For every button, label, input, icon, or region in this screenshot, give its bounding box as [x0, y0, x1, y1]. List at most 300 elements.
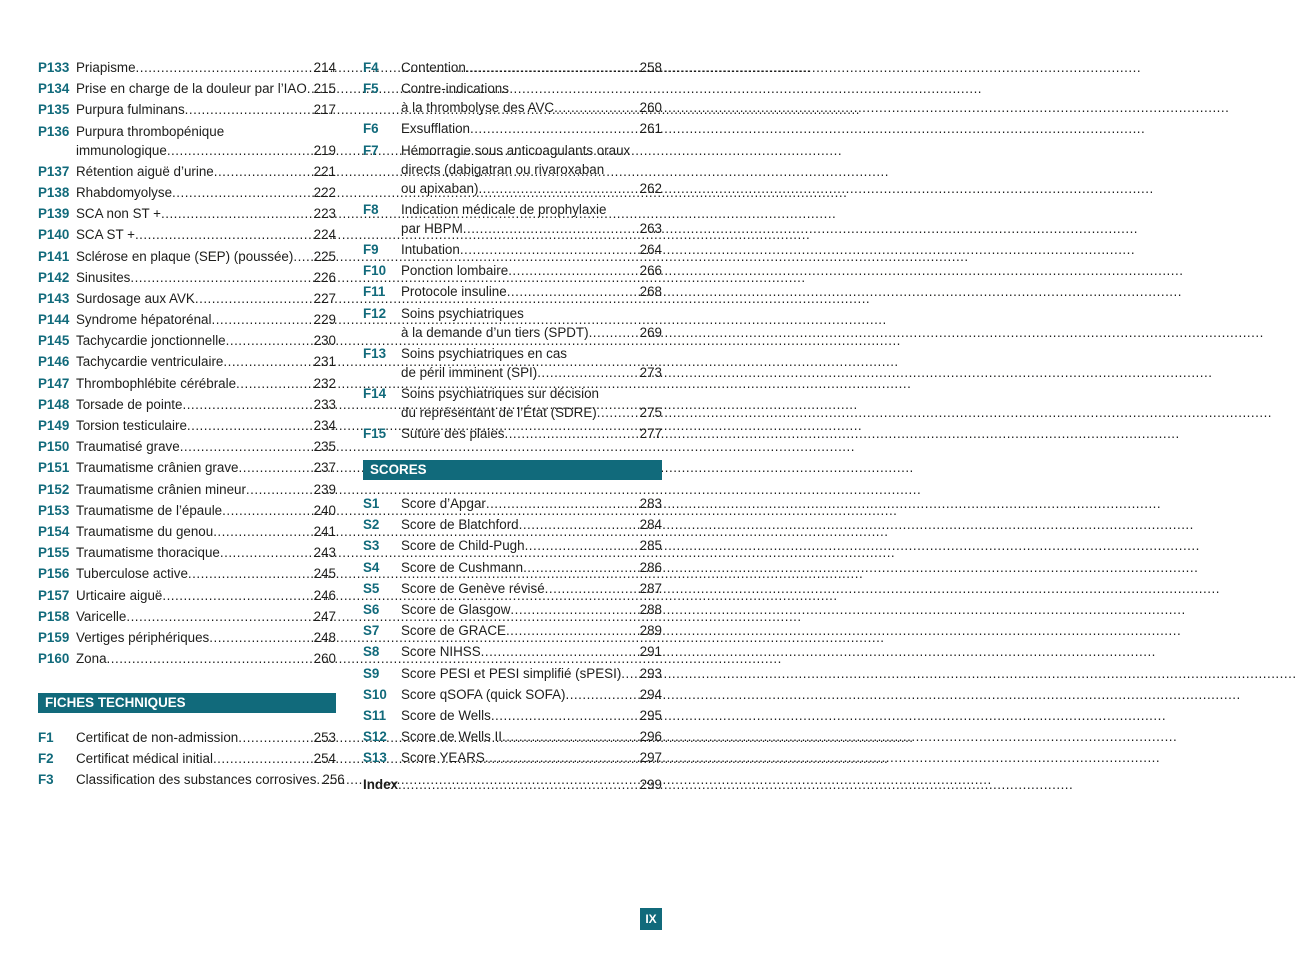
dot-leader: [213, 522, 313, 541]
entry-code: P144: [38, 312, 70, 328]
entry-page: 285: [639, 538, 662, 554]
dot-leader: [510, 600, 639, 619]
dot-leader: [508, 261, 639, 280]
toc-entry-s12[interactable]: [363, 727, 662, 746]
dot-leader: [188, 564, 314, 583]
entry-title: Score de Blatchford: [401, 517, 519, 533]
entry-page: 243: [313, 545, 336, 561]
entry-page: 229: [313, 312, 336, 328]
toc-entry-p144[interactable]: [38, 310, 336, 329]
entry-title: SCA ST +: [76, 227, 135, 243]
toc-entry-f6[interactable]: [363, 119, 662, 138]
entry-code: P135: [38, 102, 70, 118]
entry-page: 269: [639, 324, 662, 340]
toc-entry-s1[interactable]: [363, 494, 662, 513]
entry-page: 224: [313, 227, 336, 243]
entry-page: 246: [313, 587, 336, 603]
entry-page: 286: [639, 559, 662, 575]
entry-title: du représentant de l’État (SDRE): [401, 404, 597, 420]
entry-title: Sclérose en plaque (SEP) (poussée): [76, 248, 294, 264]
entry-code: F11: [363, 284, 386, 300]
entry-page: 239: [313, 481, 336, 497]
dot-leader: [597, 403, 640, 422]
entry-code: S2: [363, 517, 380, 533]
entry-code: P152: [38, 481, 70, 497]
entry-title: Traumatisme de l’épaule: [76, 502, 223, 518]
toc-entry-s5[interactable]: [363, 579, 662, 598]
entry-title: à la thrombolyse des AVC: [401, 100, 555, 116]
entry-title: Score de Wells: [401, 707, 491, 723]
dot-leader: [525, 536, 640, 555]
entry-title: Traumatisme du genou: [76, 523, 214, 539]
entry-title: Purpura fulminans: [76, 102, 185, 118]
dot-leader: [466, 58, 640, 77]
dot-leader: [545, 579, 640, 598]
entry-code: P148: [38, 396, 70, 412]
entry-title: Traumatisme thoracique: [76, 545, 220, 561]
entry-page: 297: [639, 750, 662, 766]
entry-code: S11: [363, 707, 387, 723]
toc-entry-p140[interactable]: [38, 225, 336, 244]
dot-leader: [246, 480, 314, 499]
dot-leader: [238, 728, 313, 747]
entry-title: Torsion testiculaire: [76, 418, 187, 433]
entry-code: S9: [363, 665, 380, 681]
toc-entry-index[interactable]: [363, 775, 662, 794]
toc-entry-f5[interactable]: [363, 79, 662, 117]
toc-entry-s8[interactable]: [363, 642, 662, 661]
entry-code: P160: [38, 651, 70, 667]
entry-title: Score YEARS: [401, 750, 485, 766]
entry-page: 254: [313, 751, 336, 767]
toc-entry-s7[interactable]: [363, 621, 662, 640]
toc-right-column: [363, 58, 662, 445]
entry-title: Soins psychiatriques sur décision: [401, 385, 599, 401]
dot-leader: [167, 141, 314, 160]
entry-title: Score NIHSS: [401, 644, 481, 660]
entry-page: 256: [322, 772, 345, 788]
toc-entry-f14[interactable]: [363, 384, 662, 422]
entry-code: F14: [363, 385, 387, 401]
toc-entry-f8[interactable]: [363, 200, 662, 238]
dot-leader: [107, 649, 314, 668]
entry-code: S4: [363, 559, 380, 575]
entry-page: 214: [313, 60, 336, 75]
toc-entry-p147[interactable]: [38, 374, 336, 393]
entry-code: F13: [363, 345, 387, 361]
toc-entry-p139[interactable]: [38, 204, 336, 223]
toc-entry-p159[interactable]: [38, 628, 336, 647]
entry-page: 293: [639, 665, 662, 681]
dot-leader: [214, 162, 314, 181]
entry-code: P149: [38, 418, 70, 433]
entry-page: 268: [639, 284, 662, 300]
entry-page: 226: [313, 269, 336, 285]
toc-entry-s2[interactable]: [363, 515, 662, 534]
dot-leader: [565, 685, 639, 704]
entry-title: Certificat médical initial: [76, 751, 213, 767]
entry-title: Vertiges périphériques: [76, 629, 210, 645]
dot-leader: [162, 586, 313, 605]
toc-entry-p152[interactable]: [38, 480, 336, 499]
entry-page: 223: [313, 206, 336, 222]
entry-page: 294: [639, 686, 662, 702]
toc-entry-p157[interactable]: [38, 586, 336, 605]
index-row: [363, 775, 662, 796]
section-header-fiches-techniques: FICHES TECHNIQUES: [38, 693, 336, 713]
entry-title: Contre-indications: [401, 81, 509, 97]
entry-code: P143: [38, 290, 70, 306]
toc-entry-p149[interactable]: [38, 416, 336, 435]
entry-page: 232: [313, 375, 336, 391]
entry-title: Prise en charge de la douleur par l’IAO: [76, 81, 307, 97]
dot-leader: [504, 424, 639, 443]
entry-code: S1: [363, 496, 380, 511]
entry-page: 277: [639, 426, 662, 442]
dot-leader: [506, 621, 640, 640]
dot-leader: [307, 79, 314, 98]
toc-entry-p134[interactable]: [38, 79, 336, 98]
toc-entry-p146[interactable]: [38, 352, 336, 371]
entry-title: Soins psychiatriques: [401, 305, 524, 321]
entry-page: 284: [639, 517, 662, 533]
toc-entry-p138[interactable]: [38, 183, 336, 202]
dot-leader: [621, 664, 639, 683]
toc-entry-p145[interactable]: [38, 331, 336, 350]
dot-leader: [486, 494, 640, 513]
dot-leader: [236, 374, 314, 393]
entry-code: P150: [38, 439, 70, 455]
entry-page: 291: [639, 644, 662, 660]
toc-entry-f9[interactable]: [363, 240, 662, 259]
entry-title: Indication médicale de prophylaxie: [401, 201, 607, 217]
entry-code: P157: [38, 587, 70, 603]
toc-entry-f12[interactable]: [363, 304, 662, 342]
entry-page: 266: [639, 263, 662, 279]
entry-code: P155: [38, 545, 70, 561]
dot-leader: [478, 179, 639, 198]
entry-title: Index: [363, 777, 398, 792]
entry-code: S10: [363, 686, 387, 702]
entry-page: 295: [639, 707, 662, 723]
toc-entry-p148[interactable]: [38, 395, 336, 414]
dot-leader: [463, 219, 640, 238]
entry-page: 233: [313, 396, 336, 412]
entry-page: 245: [313, 566, 336, 582]
dot-leader: [135, 225, 314, 244]
entry-title: Score de Wells II: [401, 729, 502, 745]
entry-title: Score de GRACE: [401, 623, 506, 639]
toc-entry-p142[interactable]: [38, 268, 336, 287]
fiches-techniques-section: [38, 693, 345, 792]
dot-leader: [213, 749, 314, 768]
entry-page: 288: [639, 601, 662, 617]
entry-page: 219: [313, 142, 336, 158]
toc-entry-s3[interactable]: [363, 536, 662, 555]
entry-title: immunologique: [76, 142, 167, 158]
entry-page: 264: [639, 241, 662, 257]
toc-entry-p153[interactable]: [38, 501, 336, 520]
dot-leader: [507, 282, 640, 301]
entry-code: P137: [38, 163, 70, 179]
entry-code: F6: [363, 121, 379, 137]
dot-leader: [220, 543, 314, 562]
dot-leader: [460, 240, 640, 259]
entry-title: à la demande d’un tiers (SPDT): [401, 324, 589, 340]
toc-entry-f11[interactable]: [363, 282, 662, 301]
entry-page: 275: [639, 404, 662, 420]
toc-entry-p133[interactable]: [38, 58, 336, 77]
entry-title: directs (dabigatran ou rivaroxaban: [401, 161, 605, 177]
entry-code: P146: [38, 354, 70, 370]
toc-entry-p150[interactable]: [38, 437, 336, 456]
entry-page: 234: [313, 418, 336, 433]
entry-code: F5: [363, 81, 379, 97]
entry-page: 241: [313, 523, 336, 539]
dot-leader: [491, 706, 640, 725]
dot-leader: [126, 607, 313, 626]
entry-title: Rhabdomyolyse: [76, 184, 173, 200]
entry-page: 299: [639, 777, 662, 792]
entry-code: F8: [363, 201, 379, 217]
entry-code: S13: [363, 750, 387, 766]
dot-leader: [136, 58, 314, 77]
entry-page: 263: [639, 220, 662, 236]
entry-title: Priapisme: [76, 60, 136, 75]
entry-page: 240: [313, 502, 336, 518]
toc-entry-p156[interactable]: [38, 564, 336, 583]
toc-entry-f13[interactable]: [363, 344, 662, 382]
entry-page: 260: [313, 651, 336, 667]
dot-leader: [537, 363, 639, 382]
toc-entry-s6[interactable]: [363, 600, 662, 619]
entry-page: 235: [313, 439, 336, 455]
scores-list: [363, 494, 662, 767]
entry-title: Traumatisme crânien mineur: [76, 481, 246, 497]
entry-page: 258: [639, 60, 662, 75]
dot-leader: [161, 204, 314, 223]
dot-leader: [226, 331, 314, 350]
entry-page: 253: [313, 730, 336, 745]
dot-leader: [222, 501, 314, 520]
entry-code: P156: [38, 566, 70, 582]
dot-leader: [180, 437, 314, 456]
dot-leader: [554, 98, 640, 117]
entry-code: F10: [363, 263, 387, 279]
entry-page: 221: [313, 163, 336, 179]
entry-title: Score de Genève révisé: [401, 580, 545, 596]
entry-code: F9: [363, 241, 379, 257]
entry-code: P147: [38, 375, 70, 391]
section-header-scores: SCORES: [363, 460, 662, 480]
dot-leader: [470, 119, 640, 138]
entry-title: Classification des substances corrosives: [76, 772, 317, 788]
entry-page: 247: [313, 608, 336, 624]
toc-entry-p151[interactable]: [38, 458, 336, 477]
entry-code: P159: [38, 629, 70, 645]
entry-title: Exsufflation: [401, 121, 470, 137]
entry-page: 222: [313, 184, 336, 200]
toc-entry-s11[interactable]: [363, 706, 662, 725]
entry-page: 230: [313, 333, 336, 349]
entry-title: Traumatisé grave: [76, 439, 180, 455]
toc-entry-s9[interactable]: [363, 664, 662, 683]
dot-leader: [211, 310, 313, 329]
dot-leader: [209, 628, 313, 647]
entry-title: Surdosage aux AVK: [76, 290, 195, 306]
entry-title: Thrombophlébite cérébrale: [76, 375, 237, 391]
entry-title: Score d’Apgar: [401, 496, 486, 511]
entry-title: Protocole insuline: [401, 284, 507, 300]
dot-leader: [223, 352, 313, 371]
entry-title: Varicelle: [76, 608, 127, 624]
entry-page: 296: [639, 729, 662, 745]
toc-entry-p135[interactable]: [38, 100, 336, 119]
entry-page: 248: [313, 629, 336, 645]
entry-title: Intubation: [401, 241, 460, 257]
entry-code: F1: [38, 730, 54, 745]
entry-code: S12: [363, 729, 387, 745]
entry-title: Tuberculose active: [76, 566, 188, 582]
entry-title: Hémorragie sous anticoagulants oraux: [401, 142, 631, 158]
entry-title: Tachycardie jonctionnelle: [76, 333, 226, 349]
entry-code: S8: [363, 644, 380, 660]
entry-code: F3: [38, 772, 54, 788]
entry-code: F7: [363, 142, 379, 158]
entry-title: Tachycardie ventriculaire: [76, 354, 224, 370]
entry-code: S3: [363, 538, 380, 554]
entry-title: SCA non ST +: [76, 206, 161, 222]
entry-page: 289: [639, 623, 662, 639]
dot-leader: [481, 642, 640, 661]
entry-title: de péril imminent (SPI): [401, 364, 538, 380]
entry-code: S7: [363, 623, 380, 639]
entry-title: Ponction lombaire: [401, 263, 509, 279]
entry-code: F12: [363, 305, 387, 321]
entry-code: P154: [38, 523, 70, 539]
toc-entry-f7[interactable]: [363, 141, 662, 198]
toc-entry-p143[interactable]: [38, 289, 336, 308]
toc-entry-f3[interactable]: [38, 770, 345, 789]
entry-title: par HBPM: [401, 220, 463, 236]
entry-page: 287: [639, 580, 662, 596]
entry-code: P133: [38, 60, 70, 75]
dot-leader: [293, 247, 313, 266]
entry-code: P145: [38, 333, 70, 349]
entry-code: F4: [363, 60, 379, 75]
entry-page: 215: [313, 81, 336, 97]
scores-section: [363, 460, 662, 769]
toc-entry-s10[interactable]: [363, 685, 662, 704]
entry-title: Purpura thrombopénique: [76, 123, 225, 139]
entry-title: Soins psychiatriques en cas: [401, 345, 567, 361]
entry-page: 262: [639, 180, 662, 196]
entry-page: 273: [639, 364, 662, 380]
page-number-tab: IX: [640, 908, 662, 930]
entry-code: P151: [38, 460, 70, 476]
entry-code: P141: [38, 248, 70, 264]
entry-title: Torsade de pointe: [76, 396, 183, 412]
entry-page: 231: [313, 354, 336, 370]
entry-code: P138: [38, 184, 70, 200]
toc-entry-p158[interactable]: [38, 607, 336, 626]
toc-entry-p160[interactable]: [38, 649, 336, 668]
toc-entry-p141[interactable]: [38, 247, 336, 266]
dot-leader: [398, 775, 640, 794]
fiches-techniques-list: [38, 728, 345, 789]
entry-page: 261: [639, 121, 662, 137]
toc-entry-s13[interactable]: [363, 748, 662, 767]
toc-entry-p154[interactable]: [38, 522, 336, 541]
toc-entry-s4[interactable]: [363, 558, 662, 577]
entry-title: Contention: [401, 60, 466, 75]
entry-page: 225: [313, 248, 336, 264]
entry-code: P142: [38, 269, 70, 285]
entry-code: F2: [38, 751, 54, 767]
entry-title: Score qSOFA (quick SOFA): [401, 686, 566, 702]
dot-leader: [589, 323, 640, 342]
toc-entry-f15[interactable]: [363, 424, 662, 443]
entry-title: Urticaire aiguë: [76, 587, 163, 603]
dot-leader: [485, 748, 640, 767]
entry-code: S5: [363, 580, 380, 596]
entry-page: 237: [313, 460, 336, 476]
entry-code: F15: [363, 426, 387, 442]
dot-leader: [187, 416, 314, 435]
dot-leader: [182, 395, 313, 414]
entry-code: P139: [38, 206, 70, 222]
toc-entry-p136[interactable]: [38, 122, 336, 160]
entry-code: P158: [38, 608, 70, 624]
toc-entry-f10[interactable]: [363, 261, 662, 280]
dot-leader: [130, 268, 313, 287]
dot-leader: [172, 183, 314, 202]
entry-code: S6: [363, 601, 380, 617]
toc-entry-p137[interactable]: [38, 162, 336, 181]
dot-leader: [502, 727, 640, 746]
entry-code: P140: [38, 227, 70, 243]
entry-title: Score de Glasgow: [401, 601, 511, 617]
entry-page: 260: [639, 100, 662, 116]
entry-title: Score de Cushmann: [401, 559, 524, 575]
toc-entry-f1[interactable]: [38, 728, 336, 747]
entry-code: P153: [38, 502, 70, 518]
entry-title: Traumatisme crânien grave: [76, 460, 239, 476]
entry-title: Syndrome hépatorénal: [76, 312, 212, 328]
entry-page: 217: [313, 102, 336, 118]
dot-leader: [185, 100, 314, 119]
entry-title: Score PESI et PESI simplifié (sPESI): [401, 665, 622, 681]
entry-title: Zona: [76, 651, 107, 667]
entry-title: Sinusites: [76, 269, 131, 285]
entry-title: Certificat de non-admission: [76, 730, 239, 745]
toc-entry-p155[interactable]: [38, 543, 336, 562]
entry-page: 283: [639, 496, 662, 511]
entry-code: P134: [38, 81, 70, 97]
entry-page: 227: [313, 290, 336, 306]
entry-code: P136: [38, 123, 70, 139]
entry-title: Rétention aiguë d’urine: [76, 163, 214, 179]
toc-entry-f4[interactable]: [363, 58, 662, 77]
entry-title: Score de Child-Pugh: [401, 538, 525, 554]
entry-title: Suture des plaies: [401, 426, 505, 442]
toc-left-column: [38, 58, 336, 670]
dot-leader: [523, 558, 640, 577]
entry-title: ou apixaban): [401, 180, 479, 196]
toc-entry-f2[interactable]: [38, 749, 336, 768]
dot-leader: [519, 515, 640, 534]
dot-leader: [195, 289, 314, 308]
